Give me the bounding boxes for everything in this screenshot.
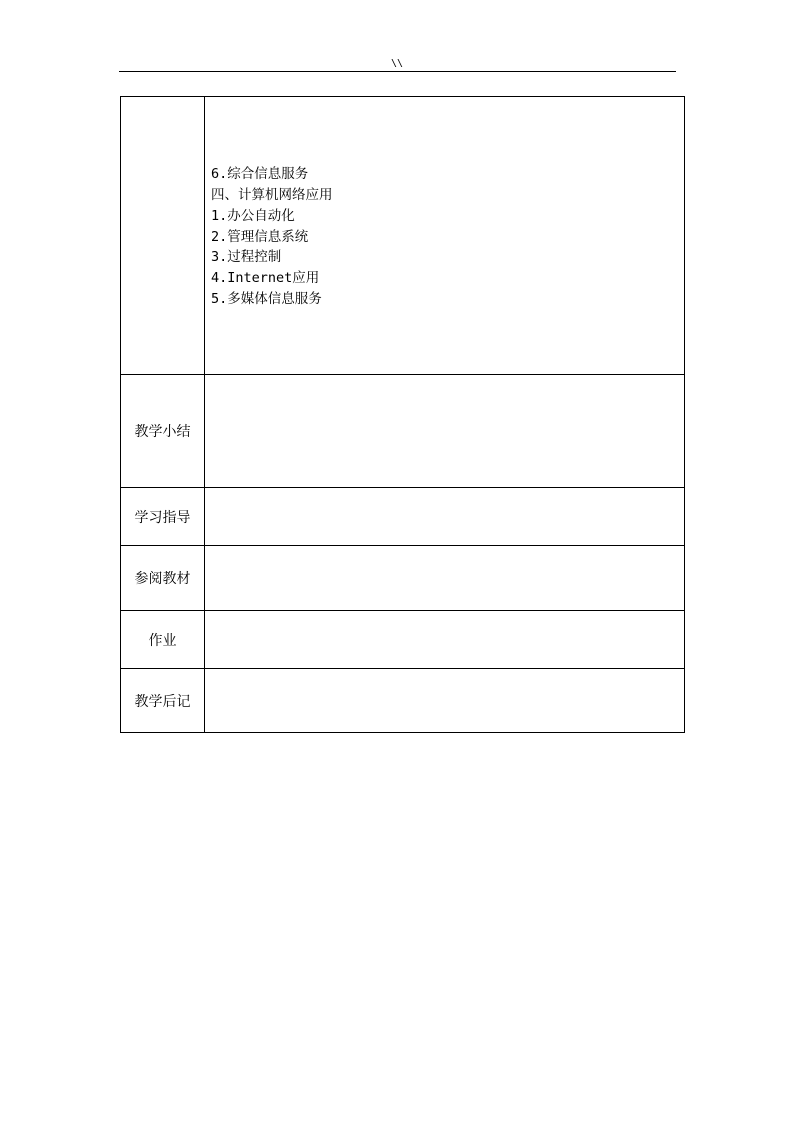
content-cell-outline <box>205 97 685 375</box>
lesson-plan-table <box>120 96 685 733</box>
content-cell-homework <box>205 611 685 669</box>
row-label-empty <box>121 97 205 375</box>
header-rule <box>119 71 676 72</box>
row-label-reference-materials: 参阅教材 <box>121 546 205 611</box>
outline-line: 四、计算机网络应用 <box>211 187 333 203</box>
table-row <box>121 97 685 375</box>
outline-line: 2.管理信息系统 <box>211 228 309 245</box>
row-label-homework: 作业 <box>121 611 205 669</box>
table-row <box>121 546 685 611</box>
content-cell-teaching-notes <box>205 669 685 733</box>
outline-line: 6.综合信息服务 <box>211 166 309 183</box>
table-row <box>121 488 685 546</box>
row-label-study-guidance: 学习指导 <box>121 488 205 546</box>
content-cell-teaching-summary <box>205 375 685 488</box>
table-row <box>121 375 685 488</box>
table-row <box>121 611 685 669</box>
outline-line: 1.办公自动化 <box>211 207 295 224</box>
outline-list <box>205 161 684 310</box>
outline-line: 3.过程控制 <box>211 249 282 266</box>
header-mark: \\ <box>390 58 404 69</box>
content-cell-reference-materials <box>205 546 685 611</box>
row-label-teaching-summary: 教学小结 <box>121 375 205 488</box>
table-row <box>121 669 685 733</box>
row-label-teaching-notes: 教学后记 <box>121 669 205 733</box>
content-cell-study-guidance <box>205 488 685 546</box>
outline-line: 4.Internet应用 <box>211 270 320 287</box>
outline-line: 5.多媒体信息服务 <box>211 290 322 307</box>
